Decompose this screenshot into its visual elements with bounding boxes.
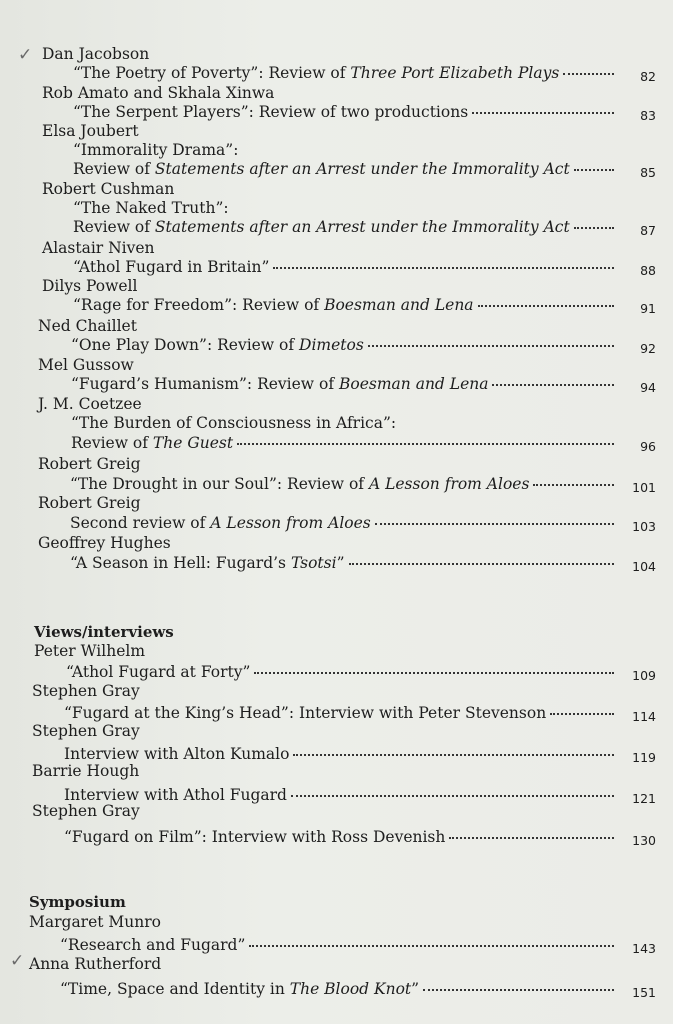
entry-title: “The Serpent Players”: Review of two productions [73,103,617,121]
entry-title: “Rage for Freedom”: Review of Boesman and Lena [73,296,617,314]
page-number: 151 [632,985,656,1000]
entry-title: “Research and Fugard” [60,936,617,954]
entry-title: “Athol Fugard in Britain” [73,258,617,276]
entry-title: “Immorality Drama”: [73,141,239,159]
entry-title: “The Drought in our Soul”: Review of A Lesson from Aloes [70,475,617,493]
page-number: 114 [632,709,656,724]
entry-author: Stephen Gray [32,802,140,820]
page-number: 92 [640,341,656,356]
entry-author: J. M. Coetzee [38,395,142,413]
entry-title: Review of Statements after an Arrest under the Immorality Act [73,218,617,236]
entry-title: Review of Statements after an Arrest under the Immorality Act [73,160,617,178]
entry-author: Stephen Gray [32,722,140,740]
entry-author: Ned Chaillet [38,317,137,335]
page-number: 83 [640,108,656,123]
entry-title: “The Naked Truth”: [73,199,229,217]
entry-author: Rob Amato and Skhala Xinwa [42,84,275,102]
page-number: 85 [640,165,656,180]
entry-title: “Athol Fugard at Forty” [66,663,617,681]
entry-author: Robert Greig [38,455,141,473]
section-heading: Views/interviews [34,623,174,641]
entry-author: Robert Cushman [42,180,175,198]
entry-author: Elsa Joubert [42,122,139,140]
page-number: 101 [632,480,656,495]
page-number: 103 [632,519,656,534]
entry-title: “One Play Down”: Review of Dimetos [71,336,617,354]
entry-title: Second review of A Lesson from Aloes [70,514,617,532]
entry-title: “The Burden of Consciousness in Africa”: [71,414,397,432]
page-number: 91 [640,301,656,316]
page-number: 82 [640,69,656,84]
entry-author: Geoffrey Hughes [38,534,171,552]
page-number: 87 [640,223,656,238]
entry-author: Robert Greig [38,494,141,512]
entry-title: “Time, Space and Identity in The Blood Knot” [60,980,617,998]
page-number: 143 [632,941,656,956]
entry-author: Barrie Hough [32,762,140,780]
entry-title: Review of The Guest [71,434,617,452]
entry-author: Stephen Gray [32,682,140,700]
page-number: 94 [640,380,656,395]
page-number: 109 [632,668,656,683]
entry-author: Anna Rutherford [29,955,162,973]
page-number: 119 [632,750,656,765]
entry-title: “A Season in Hell: Fugard’s Tsotsi” [70,554,617,572]
entry-title: Interview with Athol Fugard [64,786,617,804]
entry-title: “Fugard’s Humanism”: Review of Boesman and Lena [71,375,617,393]
page-number: 88 [640,263,656,278]
page-number: 130 [632,833,656,848]
entry-title: “Fugard at the King’s Head”: Interview with Peter Stevenson [64,704,617,722]
entry-author: Margaret Munro [29,913,161,931]
entry-author: Dan Jacobson [42,45,150,63]
entry-title: “The Poetry of Poverty”: Review of Three Port Elizabeth Plays [73,64,617,82]
entry-author: Dilys Powell [42,277,138,295]
page-number: 96 [640,439,656,454]
entry-author: Mel Gussow [38,356,134,374]
entry-title: “Fugard on Film”: Interview with Ross Devenish [64,828,617,846]
entry-author: Alastair Niven [42,239,155,257]
section-heading: Symposium [29,893,126,911]
pencil-checkmark-icon: ✓ [18,45,33,65]
pencil-checkmark-icon: ✓ [10,951,25,971]
entry-title: Interview with Alton Kumalo [64,745,617,763]
entry-author: Peter Wilhelm [34,642,146,660]
page-number: 121 [632,791,656,806]
page-number: 104 [632,559,656,574]
